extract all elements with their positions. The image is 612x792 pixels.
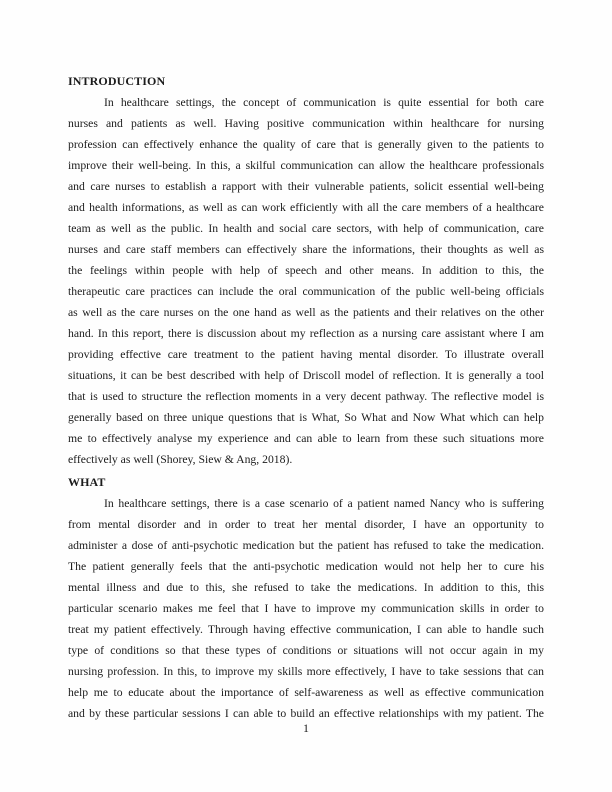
text-line: type of conditions so that these types of conditions or situations will not occur again in my: [68, 644, 544, 657]
text-line: help me to educate about the importance of self-awareness as well as effective communication: [68, 686, 544, 699]
text-line: nurses and care staff members can effectively share the informations, their thoughts as well as: [68, 243, 544, 256]
text-line: nurses and patients as well. Having positive communication within healthcare for nursing: [68, 117, 544, 130]
text-line: providing effective care treatment to the patient having mental disorder. To illustrate overall: [68, 348, 544, 361]
text-line: hand. In this report, there is discussion about my reflection as a nursing care assistant where I am: [68, 327, 544, 340]
text-line: In healthcare settings, the concept of communication is quite essential for both care: [104, 96, 544, 109]
text-line: me to effectively analyse my experience and can able to learn from these such situations more: [68, 432, 544, 445]
text-line: the feelings within people with help of speech and other means. In addition to this, the: [68, 264, 544, 277]
paragraph-introduction: [68, 92, 544, 470]
text-line: administer a dose of anti-psychotic medication but the patient has refused to take the medication.: [68, 539, 544, 552]
text-line: and by these particular sessions I can able to build an effective relationships with my patient. The: [68, 707, 544, 720]
text-line: treat my patient effectively. Through having effective communication, I can able to handle such: [68, 623, 544, 636]
text-line: effectively as well (Shorey, Siew & Ang, 2018).: [68, 453, 293, 466]
text-line: situations, it can be best described with help of Driscoll model of reflection. It is generally a tool: [68, 369, 544, 382]
text-line: team as well as the public. In health and social care sectors, with help of communication, care: [68, 222, 544, 235]
text-line: nursing profession. In this, to improve my skills more effectively, I have to take sessions that can: [68, 665, 544, 678]
text-line: therapeutic care practices can include the oral communication of the public well-being officials: [68, 285, 544, 298]
text-line: that is used to structure the reflection moments in a very decent pathway. The reflective model is: [68, 390, 544, 403]
section-heading-what: WHAT: [68, 475, 106, 489]
text-line: The patient generally feels that the anti-psychotic medication would not help her to cure his: [68, 560, 544, 573]
text-line: from mental disorder and in order to treat her mental disorder, I have an opportunity to: [68, 518, 544, 531]
paragraph-what: [68, 493, 544, 724]
page-number: 1: [303, 721, 309, 735]
text-line: generally based on three unique questions that is What, So What and Now What which can help: [68, 411, 544, 424]
text-line: and health informations, as well as can work efficiently with all the care members of a healthcare: [68, 201, 544, 214]
text-line: profession can effectively enhance the quality of care that is generally given to the patients to: [68, 138, 544, 151]
text-line: mental illness and due to this, she refused to take the medications. In addition to this, this: [68, 581, 544, 594]
text-line: as well as the care nurses on the one hand as well as the patients and their relatives on the other: [68, 306, 544, 319]
page-footer: [0, 718, 612, 739]
text-line: and care nurses to establish a rapport with their vulnerable patients, solicit essential well-being: [68, 180, 544, 193]
text-line: improve their well-being. In this, a skilful communication can allow the healthcare professionals: [68, 159, 544, 172]
section-heading-introduction: INTRODUCTION: [68, 74, 166, 88]
page-content: [68, 71, 544, 724]
text-line: particular scenario makes me feel that I have to improve my communication skills in order to: [68, 602, 544, 615]
text-line: In healthcare settings, there is a case scenario of a patient named Nancy who is suffering: [104, 497, 544, 510]
